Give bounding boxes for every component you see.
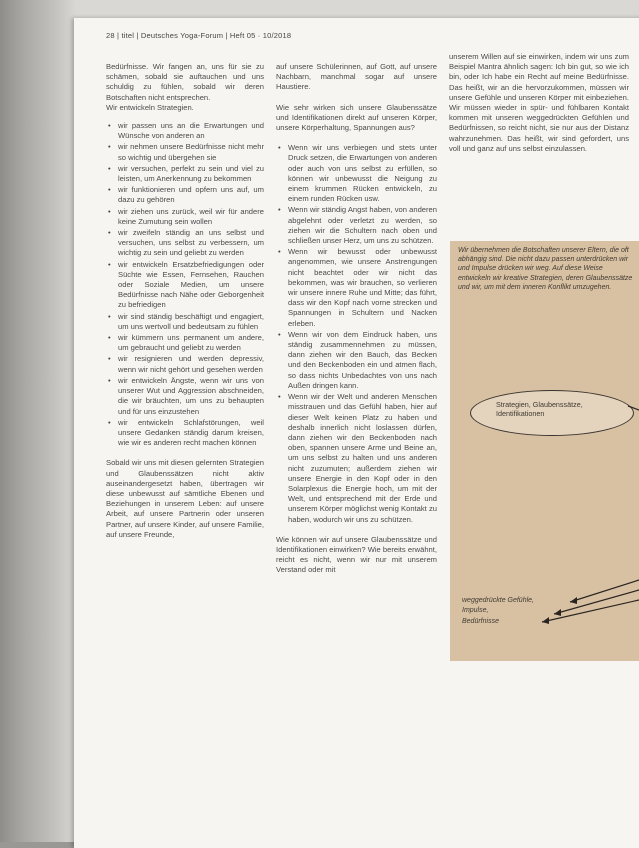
paragraph-intro: Bedürfnisse. Wir fangen an, uns für sie zu schämen, sobald sie auftauchen und uns schuldig zu fühlen, sobald wir deren Botschaften nicht entsprechen. [106,62,264,102]
paragraph-intro: auf unsere Schülerinnen, auf Gott, auf unsere Nachbarn, manchmal sogar auf unsere Haustiere. [276,62,437,92]
label-impulses: Impulse, [462,607,489,615]
list-item: • Wenn wir von dem Eindruck haben, uns ständig zusammennehmen zu müssen, dann ziehen wir den Bauch, das Becken und den Beckenboden ein und atmen flach, so dass nichts Unbedachtes von uns nach Außen dringen kann. [288,330,437,391]
list-item: • wir nehmen unsere Bedürfnisse nicht mehr so wichtig und übergehen sie [118,142,264,162]
list-item: • Wenn wir der Welt und anderen Menschen misstrauen und das Gefühl haben, hier auf dieser Welt keinen Platz zu haben und deshalb innerlich nicht loslassen dürfen, dann ziehen wir den Beckenboden nach oben, spannen unsere Arme und Beine an, um uns selbst zu halten und uns anderen nicht zuzumuten; außerdem ziehen wir unsere Energie in den Kopf oder in den Solarplexus die Energie hoch, um mit der Welt, und entsprechend mit der Erde und unserem Körper möglichst wenig Kontakt zu haben, wodurch wir uns zu schützen. [288,392,437,525]
page-header: 28 | titel | Deutsches Yoga-Forum | Heft 05 · 10/2018 [106,31,292,40]
paragraph-lead: Wir entwickeln Strategien. [106,102,194,112]
arrow-line [628,406,639,410]
text-column-2 [276,62,437,586]
list-item: • wir versuchen, perfekt zu sein und viel zu leisten, um Anerkennung zu bekommen [118,164,264,184]
label-feelings: weggedrückte Gefühle, [462,597,534,604]
list-item: • wir passen uns an die Erwartungen und Wünsche von anderen an [118,121,264,141]
list-item: • wir entwickeln Ersatzbefriedigungen oder Süchte wie Essen, Fernsehen, Rauchen oder Soziale Medien, um unsere Bedürfnisse nach Nähe oder Geborgenheit zu befriedigen [118,260,264,311]
strategy-list [106,121,264,448]
list-item: • wir resignieren und werden depressiv, wenn wir nicht gehört und gesehen werden [118,354,264,374]
list-item: • wir ziehen uns zurück, weil wir für andere keine Zumutung sein wollen [118,207,264,227]
box-labels [462,596,572,627]
paragraph-lead: Wie sehr wirken sich unsere Glaubenssätze und Identifikationen direkt auf unseren Körper, unsere Körperhaltung, Spannungen aus? [276,102,437,133]
list-item: • wir sind ständig beschäftigt und engagiert, um uns wertvoll und bedeutsam zu fühlen [118,312,264,332]
list-item: • wir zweifeln ständig an uns selbst und versuchen, uns selbst zu verbessern, um wichtig zu sein und geliebt zu werden [118,228,264,259]
box-quote: Wir übernehmen die Botschaften unserer Eltern, die oft abhängig sind. Die nicht dazu passen unterdrücken wir und Impulse drücken wir weg. Auf diese Weise entwickeln wir kreative Strategien, deren Glaubenssätze und wir, um mit dem inneren Konflikt umzugehen. [458,247,633,291]
paragraph-continuation: unserem Willen auf sie einwirken, indem wir uns zum Beispiel Mantra ähnlich sagen: Ich bin gut, so wie ich bin, oder Ich habe ein Recht auf meine Bedürfnisse. Das heißt, wir an die hervorzukommen, müssen wir unsere Gefühle und unseren Körper mit einbeziehen. Wir müssen wieder in spür- und fühlbaren Kontakt kommen mit unseren weggedrückten Gefühlen und Bedürfnissen, so reicht nicht, sie nur aus der Distanz wahrzunehmen. Das heißt, wir sind gefordert, uns voll und ganz auf uns selbst einzulassen. [449,52,629,153]
bubble-label: Strategien, Glaubenssätze, Identifikationen [496,400,583,418]
list-item: • wir funktionieren und opfern uns auf, um dazu zu gehören [118,185,264,205]
body-effects-list [276,143,437,525]
paragraph-outro: Sobald wir uns mit diesen gelernten Strategien und Glaubenssätzen nicht aktiv auseinandergesetzt haben, übertragen wir diese unbewusst auf sämtliche Ebenen und Beziehungen in unserem Leben: auf unsere Arbeit, auf unsere Partnerin oder unseren Partner, auf unsere Kinder, auf unsere Familie, auf unsere Freunde, [106,458,264,539]
list-item: • Wenn wir ständig Angst haben, von anderen abgelehnt oder verletzt zu werden, so ziehen wir die Schultern nach oben und schließen unser Herz, um uns zu schützen. [288,205,437,246]
list-item: • Wenn wir uns verbiegen und stets unter Druck setzen, die Erwartungen von anderen oder auch von uns selbst zu erfüllen, so können wir unbewusst die Neigung zu einem krummen Rücken entwickeln, zu einem runden Rücken usw. [288,143,437,204]
list-item: • Wenn wir bewusst oder unbewusst angenommen, wie unsere Anstrengungen nicht beachtet oder wir nicht das bekommen, was wir brauchen, so verlieren wir unsere innere Ruhe und Mitte; das führt, dass wir den Kopf nach vorne strecken und Spannungen in Schultern und Nacken erleben. [288,247,437,329]
label-needs: Bedürfnisse [462,617,499,625]
list-item: • wir entwickeln Schlafstörungen, weil unsere Gedanken ständig darum kreisen, wie wir es anderen recht machen können [118,418,264,449]
text-column-3 [449,52,629,164]
list-item: • wir entwickeln Ängste, wenn wir uns von unserer Wut und Aggression abschneiden, die wir bräuchten, um uns zu behaupten und für uns einzustehen [118,376,264,417]
text-column-1 [106,62,264,550]
arrow-line [570,580,639,602]
paragraph-outro: Wie können wir auf unsere Glaubenssätze und Identifikationen einwirken? Wie bereits erwähnt, reicht es nicht, wenn wir nur mit unserem Verstand oder mit [276,534,437,575]
list-item: • wir kümmern uns permanent um andere, um gebraucht und geliebt zu werden [118,333,264,353]
